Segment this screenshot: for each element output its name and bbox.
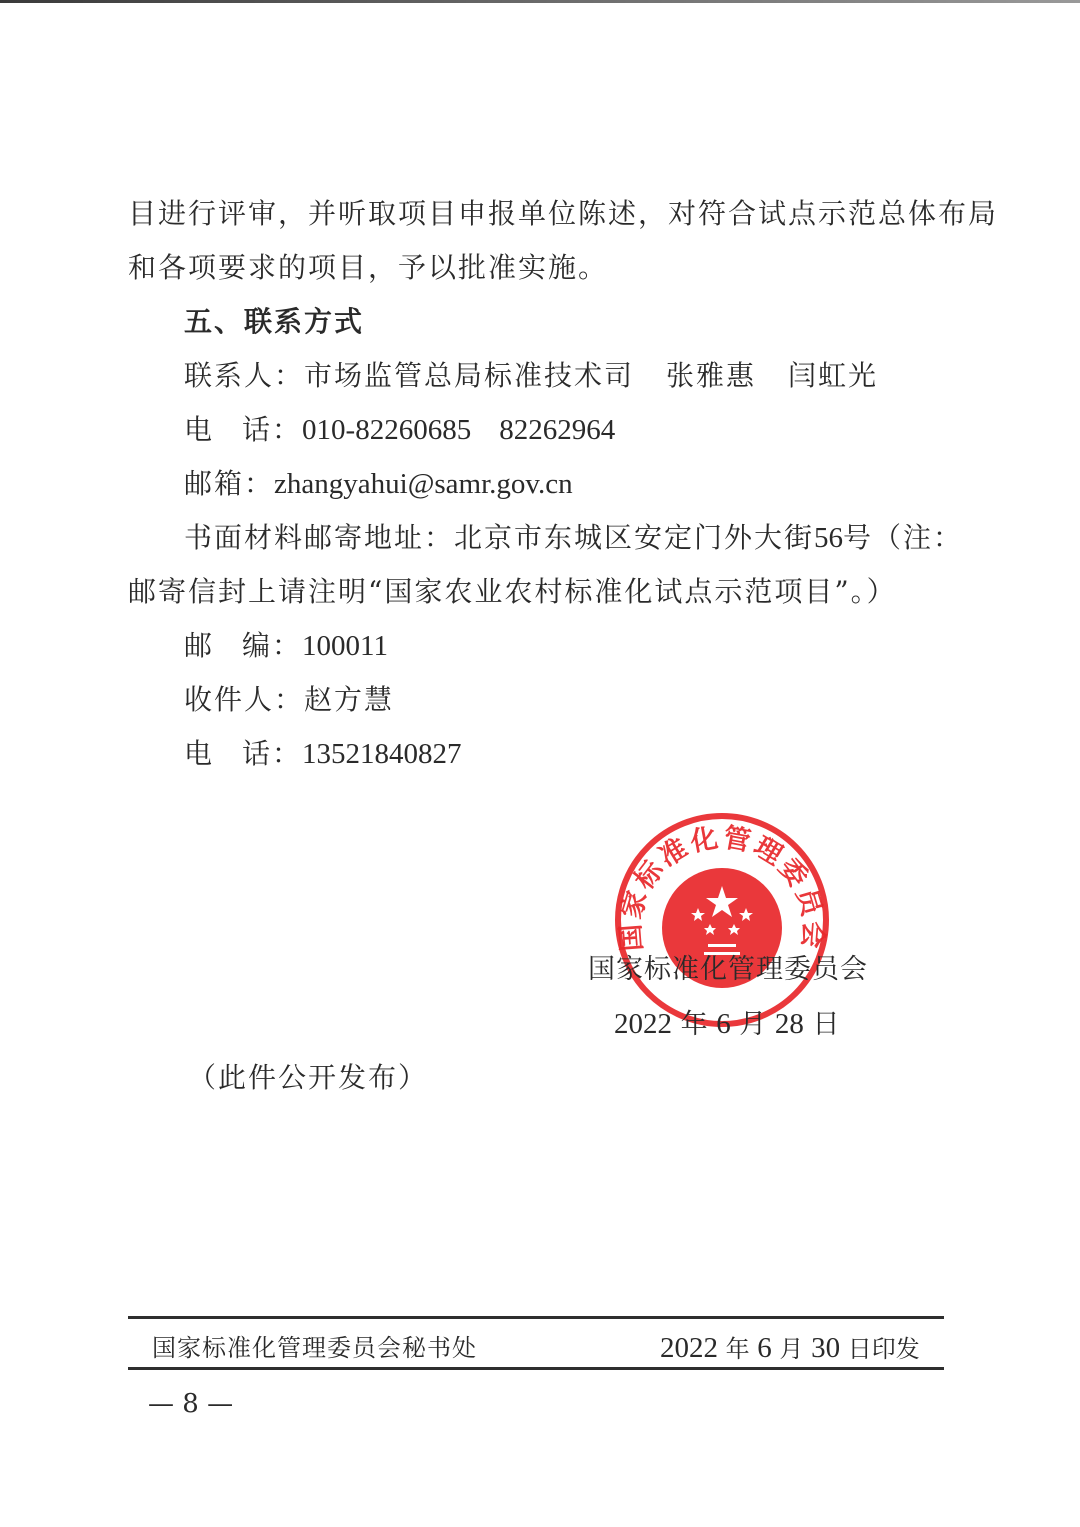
mail-address-number: 56 [814, 522, 844, 554]
footer-issue-date: 2022 年 6 月 30 日印发 [660, 1332, 920, 1364]
signature-date: 2022 年 6 月 28 日 [614, 1008, 840, 1040]
recipient-label: 收件人： [184, 683, 305, 716]
recipient-phone-label-a: 电 [184, 737, 215, 770]
contact-person-2: 闫虹光 [788, 359, 879, 392]
page-top-edge [0, 0, 1080, 3]
postcode: 100011 [302, 630, 388, 662]
phone-1: 010-82260685 [302, 414, 472, 446]
recipient-name: 赵方慧 [304, 683, 395, 716]
section-heading: 五、联系方式 [184, 305, 365, 338]
postcode-label-b: 编： [242, 629, 303, 662]
official-seal-stamp-icon [612, 810, 832, 1030]
mail-address: 北京市东城区安定门外大街 [454, 521, 815, 554]
public-notice: （此件公开发布） [188, 1061, 429, 1094]
mail-address-line [184, 518, 963, 558]
phone-label-b: 话： [242, 413, 303, 446]
recipient-phone-line [184, 734, 462, 774]
recipient-phone-label-b: 话： [242, 737, 303, 770]
mail-address-label: 书面材料邮寄地址： [184, 521, 455, 554]
email-label: 邮箱： [184, 467, 275, 500]
email-line [184, 464, 573, 504]
footer-issuer: 国家标准化管理委员会秘书处 [152, 1334, 477, 1362]
contact-org: 市场监管总局标准技术司 [304, 359, 635, 392]
mail-note-line: 邮寄信封上请注明“国家农业农村标准化试点示范项目”。） [128, 575, 897, 608]
footer-rule-bottom [128, 1367, 944, 1370]
contact-person-1: 张雅惠 [666, 359, 757, 392]
mail-address-suffix: 号（注： [843, 521, 964, 554]
svg-text:国家标准化管理委员会: 国家标准化管理委员会 [615, 822, 829, 953]
email-address[interactable]: zhangyahui@samr.gov.cn [274, 468, 573, 500]
paragraph-line-2: 和各项要求的项目，予以批准实施。 [128, 251, 609, 284]
recipient-line [184, 680, 394, 720]
paragraph-line-1: 目进行评审，并听取项目申报单位陈述，对符合试点示范总体布局 [128, 197, 999, 230]
contact-label: 联系人： [184, 359, 305, 392]
page-number: — 8 — [148, 1389, 234, 1419]
phone-line [184, 410, 615, 450]
phone-label-a: 电 [184, 413, 215, 446]
phone-2: 82262964 [499, 414, 616, 446]
postcode-line [184, 626, 388, 666]
postcode-label-a: 邮 [184, 629, 215, 662]
recipient-phone: 13521840827 [302, 738, 462, 770]
signature-org: 国家标准化管理委员会 [588, 954, 868, 985]
contact-person-line [184, 356, 878, 396]
footer-rule-top [128, 1316, 944, 1319]
